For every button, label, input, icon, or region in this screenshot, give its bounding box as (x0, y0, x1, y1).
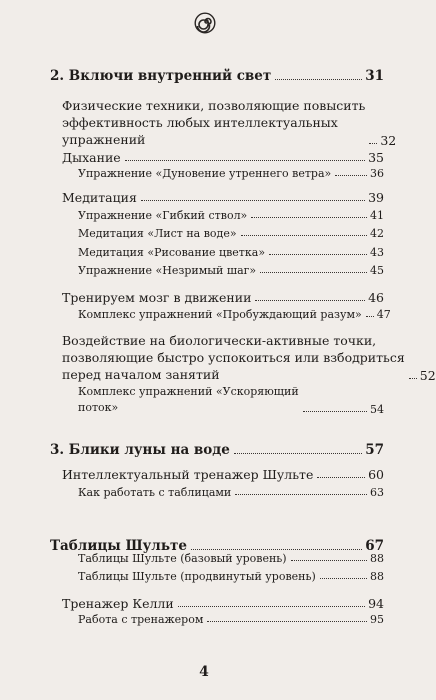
dot-leader (235, 494, 367, 495)
toc-entry (78, 384, 384, 416)
toc-entry-title: Как работать с таблицами (78, 486, 232, 499)
toc-page-number: 39 (368, 190, 384, 205)
toc-entry-line: позволяющие быстро успокоиться или взбодриться (62, 350, 405, 365)
toc-entry-title: Комплекс упражнений «Пробуждающий разум» (78, 308, 362, 321)
toc-entry (62, 97, 397, 148)
toc-page-number: 95 (370, 613, 384, 626)
dot-leader (320, 578, 367, 579)
toc-page-number: 32 (380, 133, 397, 148)
toc-entry (78, 570, 384, 583)
toc-page-number: 42 (370, 227, 384, 240)
dot-leader (366, 316, 374, 317)
toc-entry-title: Тренируем мозг в движении (62, 290, 252, 305)
toc-entry-title: Таблицы Шульте (продвинутый уровень) (78, 570, 316, 583)
toc-page-number: 45 (370, 264, 384, 277)
toc-entry (62, 332, 436, 383)
toc-entry-title: 2. Включи внутренний свет (50, 68, 272, 84)
toc-page-number: 35 (368, 150, 384, 165)
toc-entry-title: Медитация (62, 190, 137, 205)
toc-page-number: 46 (368, 290, 384, 305)
dot-leader (303, 411, 367, 412)
toc-entry-chapter-2 (50, 68, 384, 84)
toc-entry-title: Упражнение «Дуновение утреннего ветра» (78, 167, 332, 180)
toc-entry-line: упражнений (62, 132, 146, 147)
toc-entry-title: Упражнение «Гибкий ствол» (78, 209, 248, 222)
dot-leader (125, 160, 365, 161)
dot-leader (291, 560, 367, 561)
toc-page-number: 57 (365, 442, 384, 458)
toc-entry (78, 167, 384, 180)
dot-leader (141, 200, 365, 201)
toc-entry (78, 613, 384, 626)
toc-entry-title: 3. Блики луны на воде (50, 442, 230, 458)
toc-entry (62, 467, 384, 482)
toc-entry-line: поток» (78, 401, 119, 414)
toc-entry (78, 308, 391, 321)
toc-entry-title: Медитация «Лист на воде» (78, 227, 237, 240)
toc-page-number: 94 (368, 596, 384, 611)
toc-entry-title (62, 332, 405, 383)
toc-entry (62, 150, 384, 165)
dot-leader (191, 549, 362, 550)
dot-leader (335, 175, 367, 176)
dot-leader (269, 254, 367, 255)
toc-entry-title: Медитация «Рисование цветка» (78, 246, 266, 259)
toc-entry-title: Работа с тренажером (78, 613, 204, 626)
toc-entry-title: Тренажер Келли (62, 596, 174, 611)
toc-page-number: 60 (368, 467, 384, 482)
toc-page-number: 52 (419, 368, 436, 383)
toc-entry-title: Дыхание (62, 150, 121, 165)
toc-entry-title: Таблицы Шульте (базовый уровень) (78, 552, 287, 565)
toc-page-number: 63 (370, 486, 384, 499)
toc-entry-title (62, 97, 365, 148)
page-number: 4 (199, 664, 209, 680)
toc-entry (78, 246, 384, 259)
dot-leader (369, 143, 377, 144)
toc-entry-line: Физические техники, позволяющие повысить (62, 98, 366, 113)
dot-leader (317, 477, 365, 478)
toc-entry-title: Интеллектуальный тренажер Шульте (62, 467, 314, 482)
toc-entry (78, 227, 384, 240)
toc-page-number: 36 (370, 167, 384, 180)
toc-entry-title (78, 384, 299, 416)
toc-entry (62, 290, 384, 305)
toc-entry-chapter-3 (50, 442, 384, 458)
toc-entry (78, 486, 384, 499)
toc-entry (78, 209, 384, 222)
toc-page-number: 88 (370, 570, 384, 583)
dot-leader (207, 621, 367, 622)
toc-page-number: 88 (370, 552, 384, 565)
dot-leader (178, 606, 365, 607)
dot-leader (234, 453, 362, 454)
toc-page-number: 31 (365, 68, 384, 84)
toc-entry-title: Упражнение «Незримый шаг» (78, 264, 257, 277)
dot-leader (255, 300, 365, 301)
toc-page-number: 54 (370, 403, 384, 416)
dot-leader (260, 272, 367, 273)
toc-entry (62, 596, 384, 611)
toc-page-number: 47 (376, 308, 391, 321)
spiral-ornament-icon (194, 12, 216, 34)
toc-page-number: 43 (370, 246, 384, 259)
dot-leader (251, 217, 367, 218)
toc-page-number: 67 (365, 538, 384, 554)
toc-entry-line: перед началом занятий (62, 367, 220, 382)
toc-page-number: 41 (370, 209, 384, 222)
dot-leader (275, 79, 362, 80)
toc-entry-title: Таблицы Шульте (50, 538, 187, 554)
toc-entry (78, 264, 384, 277)
toc-entry (78, 552, 384, 565)
toc-entry-line: Воздействие на биологически-активные точки, (62, 333, 377, 348)
toc-entry-line: Комплекс упражнений «Ускоряющий (78, 385, 299, 398)
dot-leader (409, 378, 417, 379)
toc-entry-line: эффективность любых интеллектуальных (62, 115, 338, 130)
dot-leader (241, 235, 367, 236)
toc-entry (62, 190, 384, 205)
